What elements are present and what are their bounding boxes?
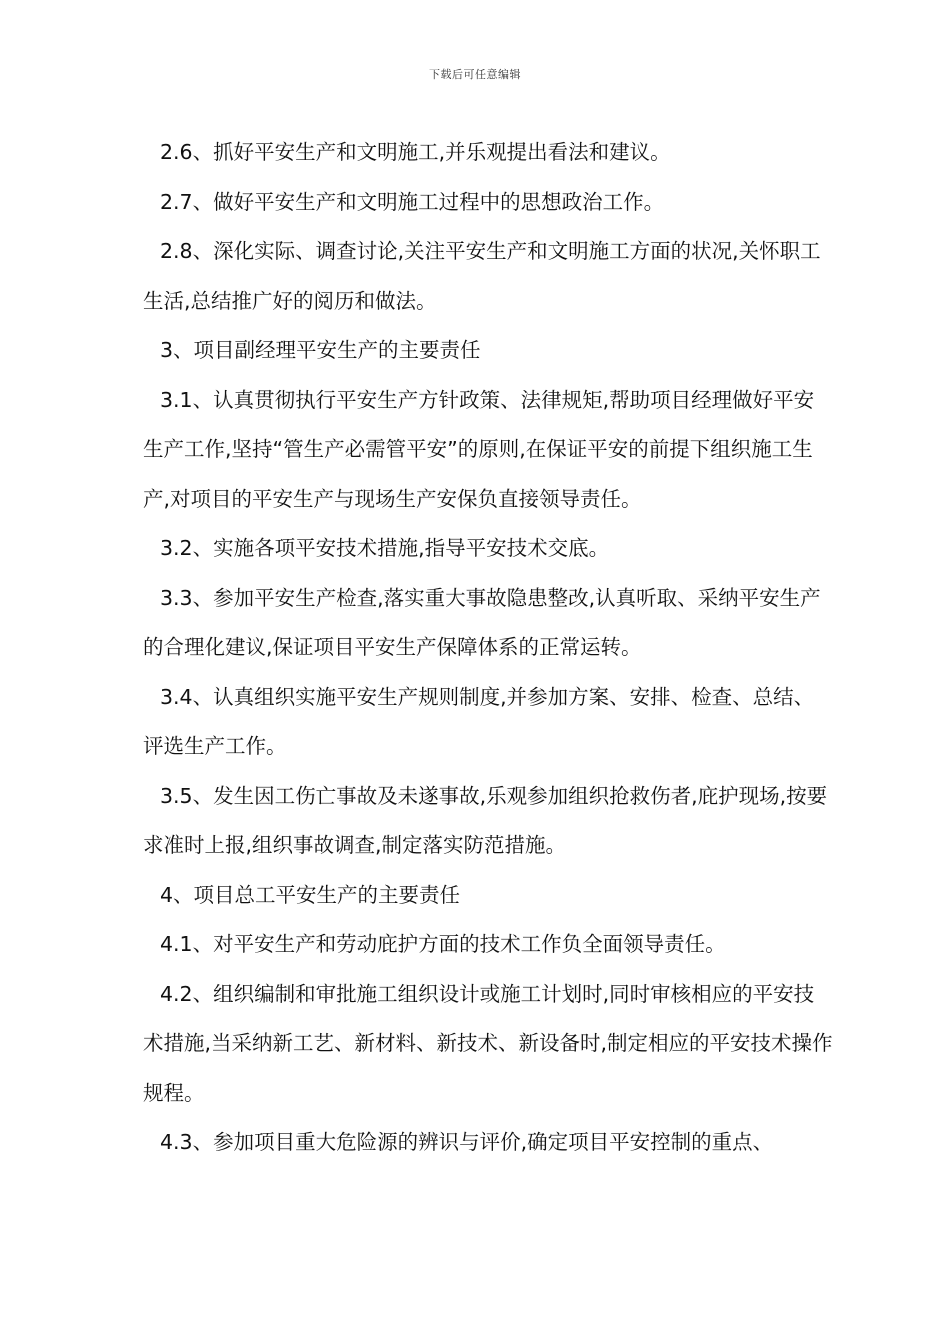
paragraph-4-3: 4.3、参加项目重大危险源的辨识与评价,确定项目平安控制的重点、	[160, 1130, 774, 1154]
paragraph-4-2: 4.2、组织编制和审批施工组织设计或施工计划时,同时审核相应的平安技术措施,当采纳新工艺、新材料、新技术、新设备时,制定相应的平安技术操作规程。	[143, 981, 833, 1105]
paragraph-4-1: 4.1、对平安生产和劳动庇护方面的技术工作负全面领导责任。	[160, 932, 726, 956]
paragraph-2-8: 2.8、深化实际、调查讨论,关注平安生产和文明施工方面的状况,关怀职工生活,总结推广好的阅历和做法。	[143, 239, 821, 313]
paragraph-3-1: 3.1、认真贯彻执行平安生产方针政策、法律规矩,帮助项目经理做好平安生产工作,坚持“管生产必需管平安”的原则,在保证平安的前提下组织施工生产,对项目的平安生产与现场生产安保负直接领导责任。	[143, 387, 815, 511]
paragraph-3-3: 3.3、参加平安生产检查,落实重大事故隐患整改,认真听取、采纳平安生产的合理化建议,保证项目平安生产保障体系的正常运转。	[143, 585, 821, 659]
paragraph-3-5: 3.5、发生因工伤亡事故及未遂事故,乐观参加组织抢救伤者,庇护现场,按要求准时上报,组织事故调查,制定落实防范措施。	[143, 783, 828, 857]
page-header: 下载后可任意编辑	[429, 68, 521, 81]
paragraph-2-7: 2.7、做好平安生产和文明施工过程中的思想政治工作。	[160, 189, 665, 214]
paragraph-3-4: 3.4、认真组织实施平安生产规则制度,并参加方案、安排、检查、总结、评选生产工作。	[143, 684, 815, 758]
section-heading-3: 3、项目副经理平安生产的主要责任	[160, 338, 481, 362]
paragraph-2-6: 2.6、抓好平安生产和文明施工,并乐观提出看法和建议。	[160, 140, 671, 164]
document-body	[143, 128, 833, 1168]
section-heading-4: 4、项目总工平安生产的主要责任	[160, 882, 461, 907]
paragraph-3-2: 3.2、实施各项平安技术措施,指导平安技术交底。	[160, 536, 610, 560]
